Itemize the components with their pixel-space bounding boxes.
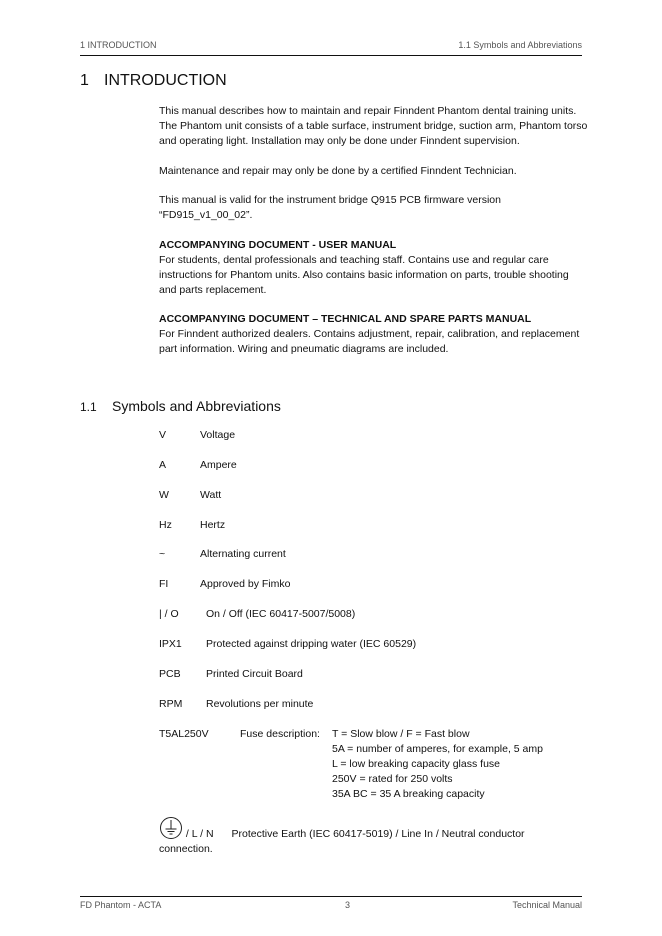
fuse-line: 5A = number of amperes, for example, 5 amp [332, 743, 543, 755]
section-title: INTRODUCTION [104, 72, 227, 89]
footer-rule [80, 896, 582, 897]
protective-earth-icon [159, 816, 183, 840]
symbol-meaning: Alternating current [200, 548, 286, 560]
symbol-key: PCB [159, 668, 181, 680]
protective-earth-entry [159, 816, 589, 857]
footer-left: FD Phantom - ACTA [80, 900, 162, 910]
symbol-meaning: Protected against dripping water (IEC 60529) [206, 638, 417, 650]
symbol-key: RPM [159, 698, 183, 710]
doc2-title: ACCOMPANYING DOCUMENT – TECHNICAL AND SPARE PARTS MANUAL [159, 313, 532, 325]
section-heading [80, 72, 227, 90]
subsection-title: Symbols and Abbreviations [112, 398, 281, 414]
symbol-meaning: Ampere [200, 459, 237, 471]
doc1-text: For students, dental professionals and teaching staff. Contains use and regular care instructions for Phantom units. Also contains basic information on parts, trouble shooting and parts replacement. [159, 253, 569, 296]
symbol-meaning: Watt [200, 489, 222, 501]
symbol-meaning: On / Off (IEC 60417-5007/5008) [206, 608, 356, 620]
footer-right: Technical Manual [512, 900, 582, 910]
subsection-number: 1.1 [80, 400, 97, 414]
fuse-line: T = Slow blow / F = Fast blow [332, 728, 470, 740]
intro-body [159, 104, 589, 372]
fuse-line: L = low breaking capacity glass fuse [332, 758, 500, 770]
symbol-key: | / O [159, 608, 179, 620]
section-number: 1 [80, 72, 89, 89]
intro-paragraph-3: This manual is valid for the instrument bridge Q915 PCB firmware version “FD915_v1_00_02”. [159, 194, 501, 221]
fuse-lines [332, 727, 543, 802]
doc1-title: ACCOMPANYING DOCUMENT - USER MANUAL [159, 238, 397, 251]
page-number: 3 [345, 900, 351, 910]
fuse-label: Fuse description: [240, 728, 320, 740]
header-rule [80, 55, 582, 56]
symbol-meaning: Printed Circuit Board [206, 668, 303, 680]
accompanying-doc-user-manual [159, 238, 589, 298]
symbol-key: A [159, 459, 167, 471]
fuse-symbol: T5AL250V [159, 728, 209, 740]
running-header-right: 1.1 Symbols and Abbreviations [458, 40, 582, 50]
symbol-meaning: Voltage [200, 429, 236, 441]
symbol-meaning: Hertz [200, 519, 226, 531]
protective-earth-text: Protective Earth (IEC 60417-5019) / Line In / Neutral conductor [231, 828, 525, 840]
symbol-meaning: Approved by Fimko [200, 578, 291, 590]
accompanying-doc-technical-manual [159, 312, 589, 357]
symbol-key: W [159, 489, 169, 501]
symbol-key: V [159, 429, 167, 441]
symbol-key: Hz [159, 519, 172, 531]
symbol-meaning: Revolutions per minute [206, 698, 314, 710]
subsection-heading [80, 398, 281, 414]
symbol-key: ~ [159, 548, 166, 560]
symbol-key: IPX1 [159, 638, 182, 650]
intro-paragraph-2: Maintenance and repair may only be done by a certified Finndent Technician. [159, 164, 517, 177]
protective-earth-symbol-suffix: / L / N [183, 828, 214, 840]
running-header-left: 1 INTRODUCTION [80, 40, 157, 50]
doc2-text: For Finndent authorized dealers. Contains adjustment, repair, calibration, and replacement part information. Wiring and pneumatic diagrams are included. [159, 328, 580, 355]
protective-earth-text-continued: connection. [159, 843, 213, 855]
fuse-line: 35A BC = 35 A breaking capacity [332, 788, 485, 800]
intro-paragraph-1: This manual describes how to maintain and repair Finndent Phantom dental training units. The Phantom unit consists of a table surface, instrument bridge, suction arm, Phantom torso and operating light. Installation may only be done under Finndent supervision. [159, 105, 588, 147]
symbol-key: FI [159, 578, 169, 590]
fuse-line: 250V = rated for 250 volts [332, 773, 453, 785]
